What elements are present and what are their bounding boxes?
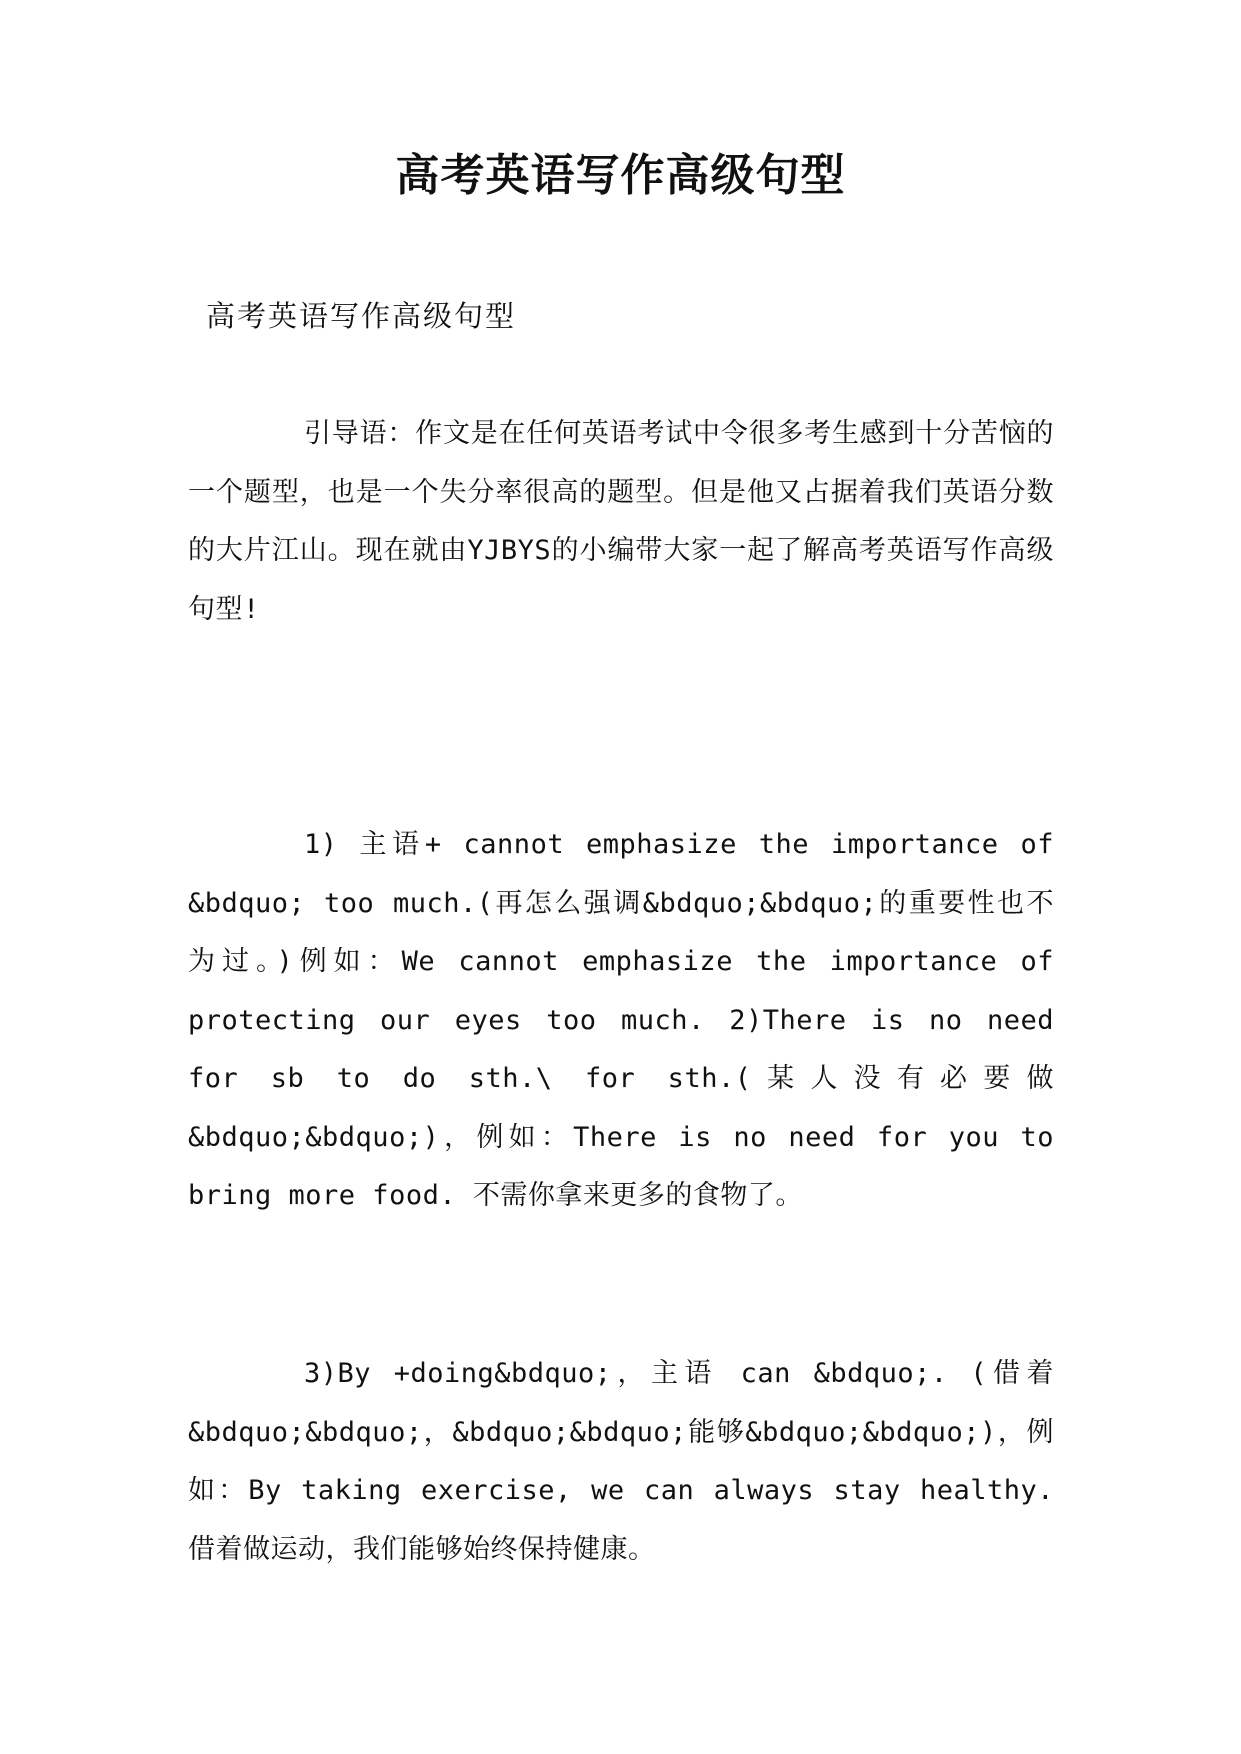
- sentence-pattern-3-paragraph: 3)By +doing&bdquo;，主语 can &bdquo;. (借着&bdquo;&bdquo;，&bdquo;&bdquo;能够&bdquo;&bdquo;)，例如：By taking exercise, we can always stay healthy. 借着做运动，我们能够始终保持健康。: [188, 1358, 1054, 1565]
- document-subtitle: 高考英语写作高级句型: [206, 299, 517, 333]
- sentence-patterns-1-2-paragraph: 1) 主语+ cannot emphasize the importance of &bdquo; too much.(再怎么强调&bdquo;&bdquo;的重要性也不为过。)例如：We cannot emphasize the importance of protecting our eyes too much. 2)There is no need for sb to do sth.\ for sth.(某人没有必要做&bdquo;&bdquo;)，例如：There is no need for you to bring more food. 不需你拿来更多的食物了。: [188, 829, 1054, 1211]
- intro-paragraph: 引导语：作文是在任何英语考试中令很多考生感到十分苦恼的一个题型，也是一个失分率很高的题型。但是他又占据着我们英语分数的大片江山。现在就由YJBYS的小编带大家一起了解高考英语写作高级句型!: [188, 418, 1054, 625]
- document-title: 高考英语写作高级句型: [395, 150, 846, 201]
